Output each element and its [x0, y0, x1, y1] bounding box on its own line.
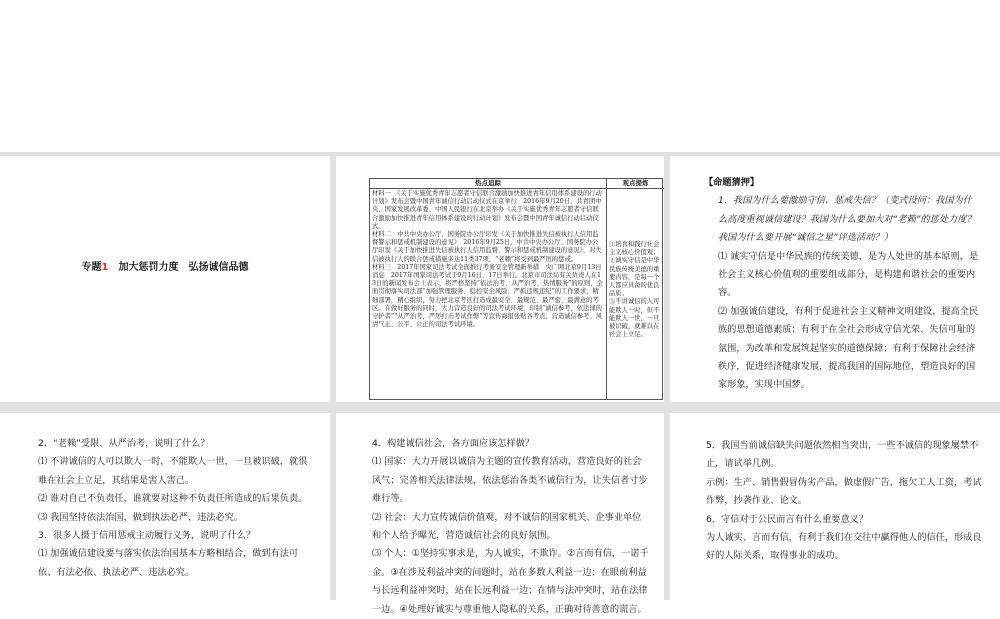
answer-1-part-2: ⑵ 加强诚信建设，有利于促进社会主义精神文明建设，提高全民族的思想道德素质；有利于在全社会形成守信光荣、失信可耻的氛围，为改革和发展筑起坚实的道德保障；有利于保障社会经济秩序，促进经济健康发展，提高我国的国际地位，塑造良好的国家形象，实现中国梦。: [718, 305, 979, 391]
answer-2-part-3: ⑶ 我国坚持依法治国，做到执法必严、违法必究。: [38, 511, 244, 523]
question-2: 2．“老赖”受限、从严治考，说明了什么？: [38, 438, 210, 449]
question-5: 5．我国当前诚信缺失问题依然相当突出，一些不诚信的现象屡禁不止，请试举几例。: [706, 440, 979, 470]
slide-title: [0, 258, 330, 273]
section-heading: 【命题猜押】: [704, 177, 760, 188]
answer-4-part-3: ⑶ 个人：①坚持实事求是，为人诚实，不欺诈。②言而有信，一诺千金。③在涉及利益冲突的问题时，站在多数人利益一边；在眼前利益与长远利益冲突时，站在长远利益一边；在情与法冲突时，站在法律一边。④处理好诚实与尊重他人隐私的关系，正确对待善意的谎言。: [372, 548, 649, 615]
table-cell-materials: 材料一 《关于实施优秀青年志愿者守信联合激励加快推进青年信用体系建设的行动计划》发布会暨中国青年诚信行动启动仪式在京举行 2016年9月20日，共青团中央、国家发展改革委、中国人民银行在北京举办《关于实施优秀青年志愿者守信联合激励加快推进青年信用体系建设的行动计划》发布会暨中国青年诚信行动启动仪式。 材料二 中共中央办公厅、国务院办公厅印发《关于加快推进失信被执行人信用监督警示和惩戒机制建设的意见》 2016年9月25日，中共中央办公厅、国务院办公厅印发《关于加快推进失信被执行人信用监督、警示和惩戒机制建设的意见》，对失信被执行人的联合惩戒措施多达11类37项，“老赖”将受到最严厉的惩戒。 材料三 2017年国家司法考试全面推行考务安全管理新举措 央广网北京9月13日消息 2017年国家司法考试于9月16日、17日举行。北京市司法局有关负责人在13日的新闻发布会上表示，将严格坚持“依法治考、从严治考、热情服务”的原则，全面贯彻落实司法部“加强管理服务、稳控安全风险、严抓违规违纪”的工作要求，精细部署，精心组织，努力把北京考区打造成最安全、最规范、最严密、最满意的考区。在做好服务的同时，大力营造良好的司法考试环境，印制“诚信参考，依法律的守护者”“从严治考，严厉打击考试作弊”等宣传海报张贴各考点，营造诚信参考、风清气正、公平、公正的司法考试环境。: [372, 190, 603, 329]
slide-body: [704, 174, 980, 395]
hotspot-table: [369, 178, 663, 400]
table-divider: [606, 188, 607, 399]
slide-thumbnail-2[interactable]: [336, 156, 664, 402]
answer-3-part-1: ⑴ 加强诚信建设要与落实依法治国基本方略相结合，做到有法可依、有法必依、执法必严、违法必究。: [38, 548, 299, 578]
slide-thumbnail-3[interactable]: [670, 156, 1000, 402]
answer-2-part-1: ⑴ 不讲诚信的人可以欺人一时，不能欺人一世，一旦被识破，就很难在社会上立足，其结果是害人害己。: [38, 456, 308, 486]
title-text: 加大惩罚力度 弘扬诚信品德: [118, 262, 249, 273]
answer-4-part-2: ⑵ 社会：大力宣传诚信价值观，对不诚信的国家机关、企事业单位和个人给予曝光，营造诚信社会的良好氛围。: [372, 511, 642, 542]
answer-4-part-1: ⑴ 国家：大力开展以诚信为主题的宣传教育活动，营造良好的社会风气；完善相关法律法规，依法惩治各类不诚信行为，让失信者寸步难行等。: [372, 456, 648, 505]
answer-2-part-2: ⑵ 谁对自己不负责任，谁就要对这种不负责任所造成的后果负责。: [38, 493, 308, 505]
question-4: 4．构建诚信社会，各方面应该怎样做？: [372, 438, 535, 449]
question-6: 6．守信对于公民而言有什么重要意义？: [706, 513, 869, 525]
table-header-hotspot: 热点追踪: [370, 179, 607, 189]
slide-body: [38, 435, 312, 582]
table-cell-viewpoints: ①培育和践行社会主义核心价值观； ②诚实守信是中华民族传统美德的重要内容，是每一个人都应具备的优良品质； ③不讲诚信的人可能欺人一时，但不能欺人一世，一旦被识破，就难以在社会上立足。: [609, 241, 660, 339]
slide-body: [372, 435, 650, 619]
slide-body: [706, 437, 982, 566]
slide-thumbnail-6[interactable]: [670, 413, 1000, 600]
title-number: 1: [101, 262, 109, 273]
slide-thumbnail-4[interactable]: [0, 413, 330, 600]
slide-thumbnail-1[interactable]: [0, 156, 330, 402]
title-prefix: 专题: [81, 262, 102, 273]
question-1: 1．我国为什么要激励守信、惩戒失信？（变式设问：我国为什么高度重视诚信建设？我国为什么要加大对“老赖”的惩处力度？我国为什么要开展“诚信之星”评选活动？）: [718, 195, 976, 244]
answer-5: 示例：生产、销售假冒伪劣产品，做虚假广告，拖欠工人工资，考试作弊，抄袭作业、论文。: [706, 476, 982, 507]
answer-6: 为人诚实、言而有信，有利于我们在交往中赢得他人的信任，形成良好的人际关系，取得事业的成功。: [706, 532, 982, 562]
slide-thumbnail-5[interactable]: [336, 413, 664, 615]
question-3: 3．很多人摄于信用惩戒主动履行义务，说明了什么？: [38, 530, 256, 542]
answer-1-part-1: ⑴ 诚实守信是中华民族的传统美德，是为人处世的基本原则，是社会主义核心价值观的重要组成部分，是构建和谐社会的重要内容。: [718, 250, 979, 299]
table-header-viewpoint: 观点提炼: [607, 179, 664, 189]
